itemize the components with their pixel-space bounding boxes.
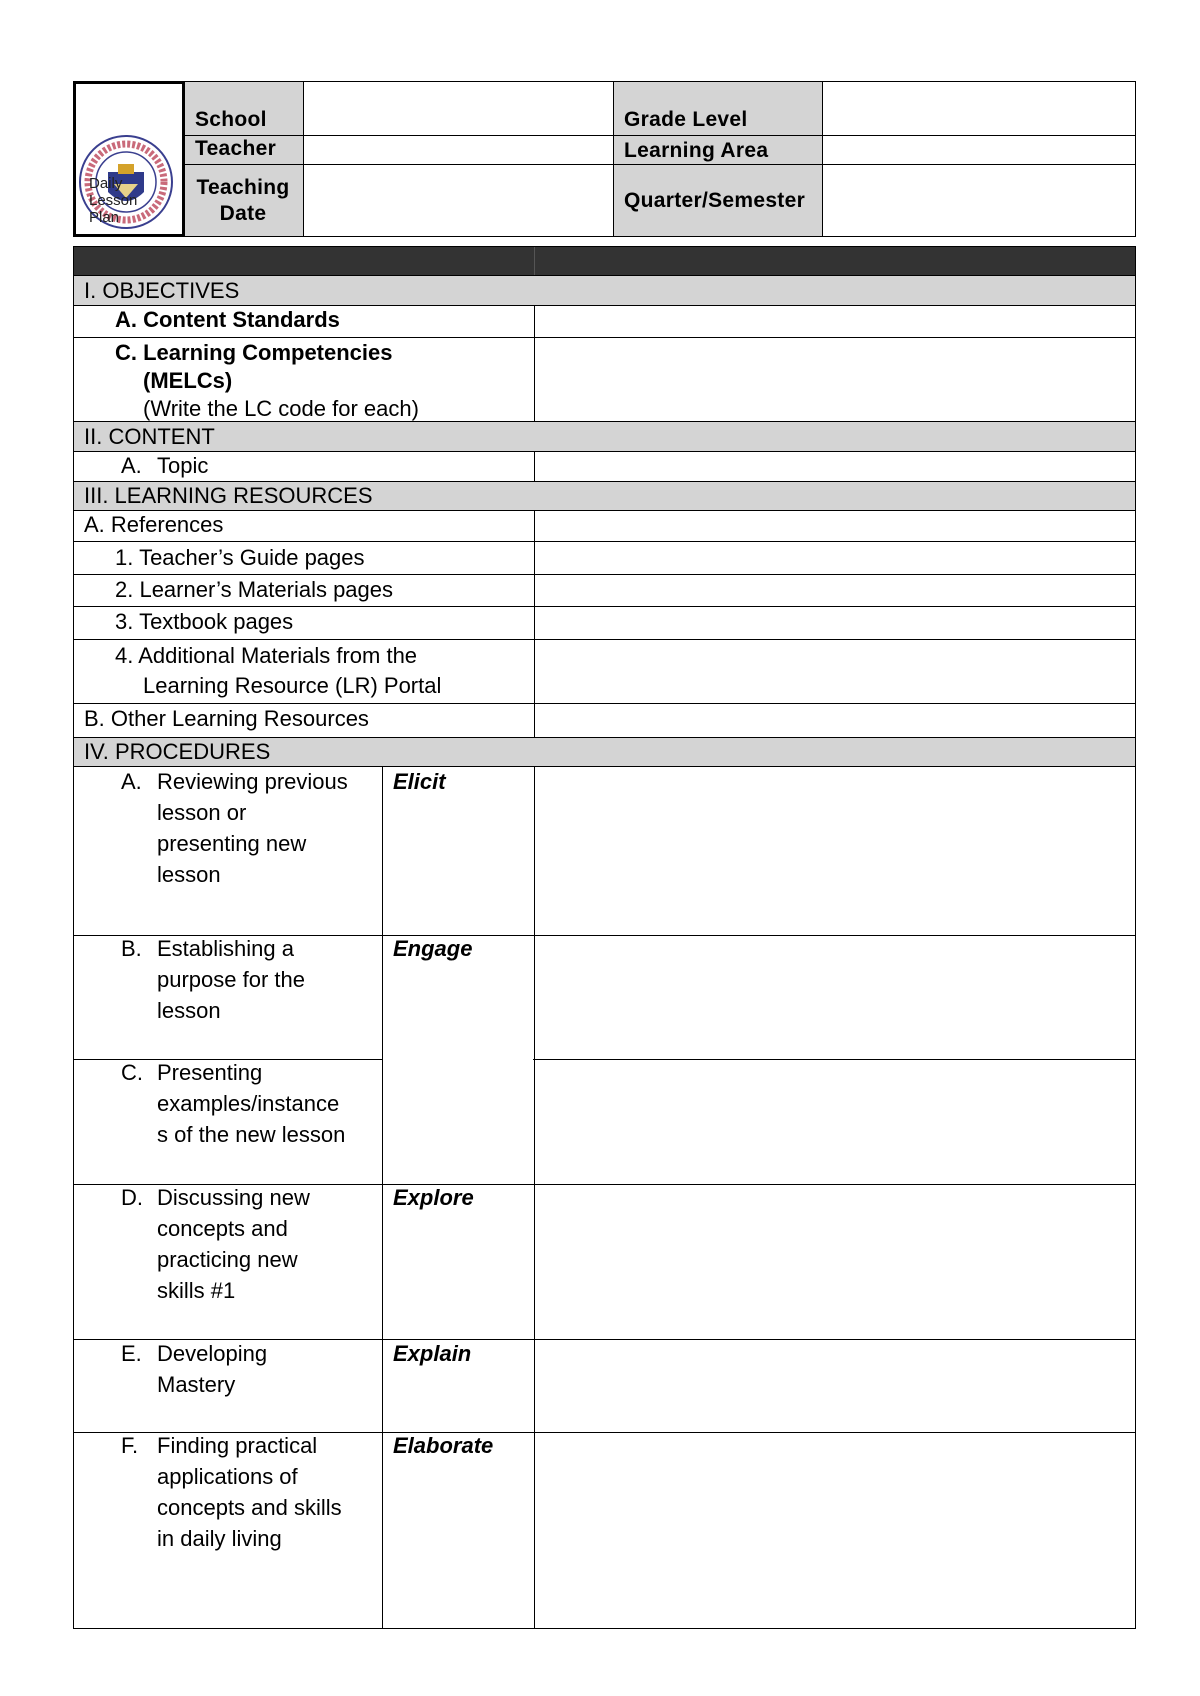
school-field[interactable] — [304, 82, 613, 135]
grade-level-label: Grade Level — [624, 108, 748, 131]
procedure-a-field[interactable] — [535, 767, 1135, 935]
procedure-d-letter: D. — [121, 1185, 143, 1210]
procedure-e-line: Mastery — [157, 1372, 236, 1397]
school-label: School — [195, 108, 267, 131]
topic-label: Topic — [157, 453, 209, 478]
learners-materials-field[interactable] — [535, 575, 1135, 606]
topic-letter: A. — [121, 453, 142, 478]
procedure-a-line: Reviewing previous — [157, 769, 348, 794]
procedure-c-line: Presenting — [157, 1060, 263, 1085]
textbook-label: 3. Textbook pages — [115, 609, 294, 634]
lr-portal-label: Learning Resource (LR) Portal — [143, 673, 442, 698]
other-resources-label: B. Other Learning Resources — [84, 706, 369, 731]
section-content-row — [73, 422, 1136, 451]
procedure-e-line: Developing — [157, 1341, 268, 1366]
phase-elaborate: Elaborate — [393, 1433, 494, 1458]
procedure-a-line: lesson or — [157, 800, 247, 825]
table-header-row — [73, 246, 1136, 275]
procedure-c-line: examples/instance — [157, 1091, 340, 1116]
teacher-field[interactable] — [304, 136, 613, 164]
quarter-semester-label: Quarter/Semester — [624, 189, 806, 212]
procedure-b-line: Establishing a — [157, 936, 294, 961]
additional-materials-field[interactable] — [535, 640, 1135, 703]
section-resources-heading: III. LEARNING RESOURCES — [84, 483, 373, 508]
procedure-b-letter: B. — [121, 936, 142, 961]
procedure-c-line: s of the new lesson — [157, 1122, 346, 1147]
additional-materials-label: 4. Additional Materials from the — [115, 643, 418, 668]
teaching-date-field[interactable] — [304, 165, 613, 236]
teaching-date-label-line1: Teaching — [196, 176, 290, 199]
phase-explore: Explore — [393, 1185, 474, 1210]
learning-competencies-label: C. Learning Competencies — [115, 340, 393, 365]
quarter-semester-field[interactable] — [823, 165, 1135, 236]
procedure-b-line: lesson — [157, 998, 221, 1023]
textbook-field[interactable] — [535, 607, 1135, 639]
teachers-guide-field[interactable] — [535, 542, 1135, 574]
teaching-date-label-line2: Date — [219, 202, 267, 225]
teaching-date-label — [195, 176, 291, 200]
procedure-a-letter: A. — [121, 769, 142, 794]
procedure-d-line: skills #1 — [157, 1278, 236, 1303]
learners-materials-label: 2. Learner’s Materials pages — [115, 577, 394, 602]
procedure-b-line: purpose for the — [157, 967, 305, 992]
procedure-e-field[interactable] — [535, 1340, 1135, 1432]
section-content-heading: II. CONTENT — [84, 424, 215, 449]
phase-engage: Engage — [393, 936, 473, 961]
section-objectives-heading: I. OBJECTIVES — [84, 278, 240, 303]
content-standards-field[interactable] — [535, 306, 1135, 337]
references-field[interactable] — [535, 511, 1135, 541]
content-standards-label: A. Content Standards — [115, 307, 340, 332]
learning-area-label: Learning Area — [624, 139, 769, 162]
phase-explain: Explain — [393, 1341, 472, 1366]
phase-elicit: Elicit — [393, 769, 446, 794]
procedure-a-line: presenting new — [157, 831, 307, 856]
melcs-label: (MELCs) — [143, 368, 233, 393]
procedure-f-field[interactable] — [535, 1433, 1135, 1628]
procedure-d-field[interactable] — [535, 1185, 1135, 1339]
teachers-guide-label: 1. Teacher’s Guide pages — [115, 545, 365, 570]
procedure-f-letter: F. — [121, 1433, 139, 1458]
procedure-a-line: lesson — [157, 862, 221, 887]
procedure-d-line: Discussing new — [157, 1185, 310, 1210]
procedure-c-letter: C. — [121, 1060, 143, 1085]
learning-competencies-field[interactable] — [535, 338, 1135, 421]
procedure-f-line: Finding practical — [157, 1433, 318, 1458]
teacher-label: Teacher — [195, 137, 277, 160]
other-resources-field[interactable] — [535, 704, 1135, 737]
references-label: A. References — [84, 512, 224, 537]
section-procedures-heading: IV. PROCEDURES — [84, 739, 271, 764]
lc-code-note: (Write the LC code for each) — [143, 396, 419, 421]
topic-field[interactable] — [535, 452, 1135, 481]
procedure-f-line: applications of — [157, 1464, 298, 1489]
procedure-f-line: concepts and skills — [157, 1495, 342, 1520]
procedure-f-line: in daily living — [157, 1526, 282, 1551]
procedure-b-field[interactable] — [535, 936, 1135, 1059]
learning-area-field[interactable] — [823, 136, 1135, 164]
procedure-d-line: concepts and — [157, 1216, 288, 1241]
logo-caption: Daily Lesson Plan — [89, 175, 138, 226]
procedure-c-field[interactable] — [535, 1060, 1135, 1184]
grade-level-field[interactable] — [823, 82, 1135, 135]
procedure-e-letter: E. — [121, 1341, 142, 1366]
procedure-d-line: practicing new — [157, 1247, 298, 1272]
